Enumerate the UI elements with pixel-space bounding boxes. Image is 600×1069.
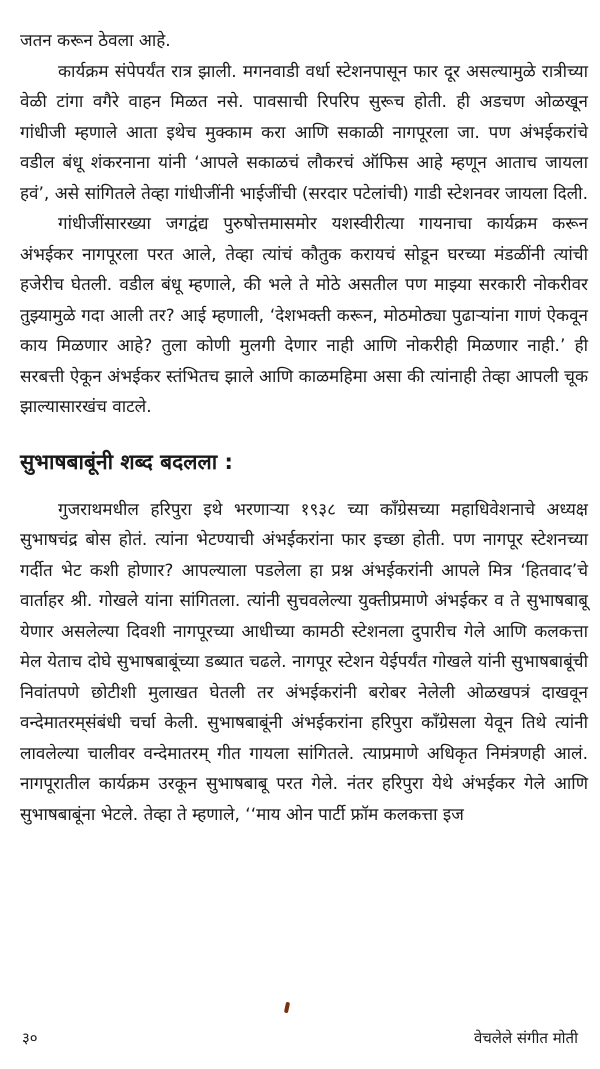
page-body — [20, 26, 588, 830]
paragraph: गुजराथमधील हरिपुरा इथे भरणाऱ्या १९३८ च्या काँग्रेसच्या महाधिवेशनाचे अध्यक्ष सुभाषचंद्र बोस होतं. त्यांना भेटण्याची अंभईकरांना फार इच्छा होती. पण नागपूर स्टेशनच्या गर्दीत भेट कशी होणार? आपल्याला पडलेला हा प्रश्न अंभईकरांनी आपले मित्र ‘हितवाद’चे वार्ताहर श्री. गोखले यांना सांगितला. त्यांनी सुचवलेल्या युक्तीप्रमाणे अंभईकर व ते सुभाषबाबू येणार असलेल्या दिवशी नागपूरच्या आधीच्या कामठी स्टेशनला दुपारीच गेले आणि कलकत्ता मेल येताच दोघे सुभाषबाबूंच्या डब्यात चढले. नागपूर स्टेशन येईपर्यंत गोखले यांनी सुभाषबाबूंची निवांतपणे छोटीशी मुलाखत घेतली तर अंभईकरांनी बरोबर नेलेली ओळखपत्रं दाखवून वन्देमातरम्‌संबंधी चर्चा केली. सुभाषबाबूंनी अंभईकरांना हरिपुरा काँग्रेसला येवून तिथे त्यांनी लावलेल्या चालीवर वन्देमातरम् गीत गायला सांगितले. त्याप्रमाणे अधिकृत निमंत्रणही आलं. नागपूरातील कार्यक्रम उरकून सुभाषबाबू परत गेले. नंतर हरिपुरा येथे अंभईकर गेले आणि सुभाषबाबूंना भेटले. तेव्हा ते म्हणाले, ‘‘माय ओन पार्टी फ्रॉम कलकत्ता इज — [20, 499, 588, 825]
page-number: ३० — [22, 1029, 38, 1047]
section-heading: सुभाषबाबूंनी शब्द बदलला : — [20, 449, 233, 474]
paragraph: गांधीजींसारख्या जगद्वंद्य पुरुषोत्तमासमोर यशस्वीरीत्या गायनाचा कार्यक्रम करून अंभईकर नागपूरला परत आले, तेव्हा त्यांचं कौतुक करायचं सोडून घरच्या मंडळींनी त्यांची हजेरीच घेतली. वडील बंधू म्हणाले, की भले ते मोठे असतील पण माझ्या सरकारी नोकरीवर तुझ्यामुळे गदा आली तर? आई म्हणाली, ‘देशभक्ती करून, मोठमोठ्या पुढाऱ्यांना गाणं ऐकवून काय मिळणार आहे? तुला कोणी मुलगी देणार नाही आणि नोकरीही मिळणार नाही.’ ही सरबत्ती ऐकून अंभईकर स्तंभितच झाले आणि काळमहिमा असा की त्यांनाही तेव्हा आपली चूक झाल्यासारखंच वाटले. — [20, 214, 588, 417]
paragraph: कार्यक्रम संपेपर्यंत रात्र झाली. मगनवाडी वर्धा स्टेशनपासून फार दूर असल्यामुळे रात्रीच्या वेळी टांगा वगैरे वाहन मिळत नसे. पावसाची रिपरिप सुरूच होती. ही अडचण ओळखून गांधीजी म्हणाले आता इथेच मुक्काम करा आणि सकाळी नागपूरला जा. पण अंभईकरांचे वडील बंधू शंकरनाना यांनी ‘आपले सकाळचं लौकरचं ऑफिस आहे म्हणून आताच जायला हवं’, असे सांगितले तेव्हा गांधीजींनी भाईजींची (सरदार पटेलांची) गाडी स्टेशनवर जायला दिली. — [20, 61, 588, 204]
running-footer-title: वेचलेले संगीत मोती — [473, 1029, 578, 1047]
paragraph-continuation: जतन करून ठेवला आहे. — [20, 31, 171, 51]
ink-mark — [284, 1002, 290, 1014]
